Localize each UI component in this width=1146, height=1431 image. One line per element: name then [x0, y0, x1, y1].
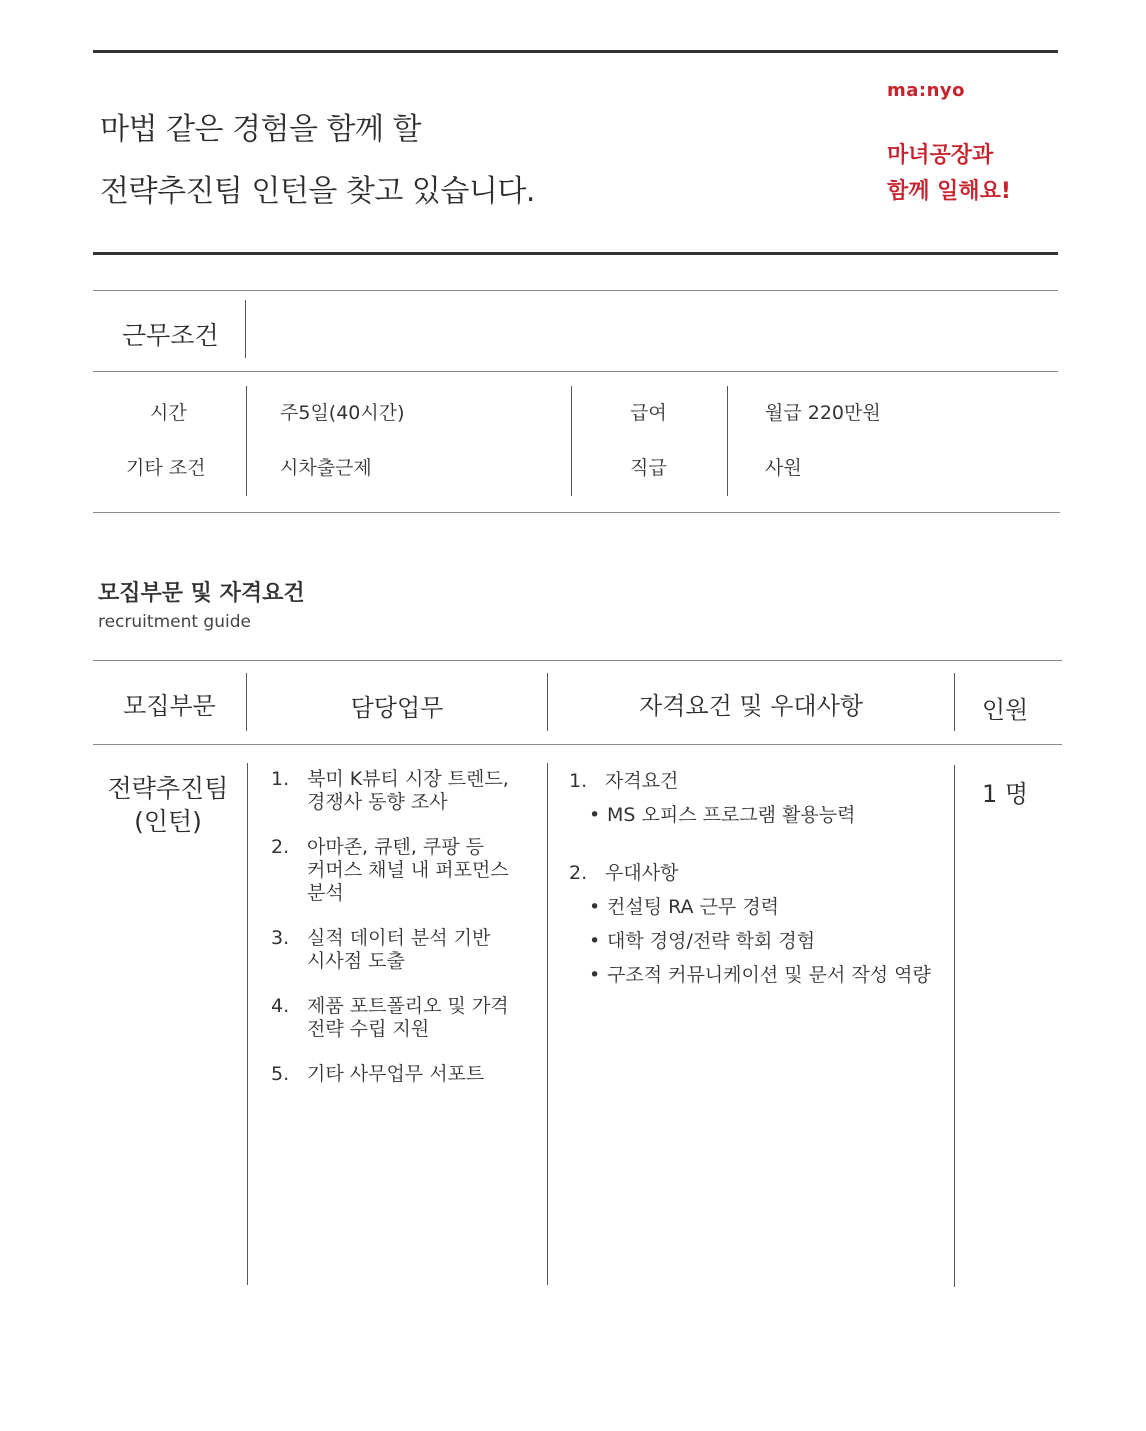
duty-text: 분석	[307, 882, 344, 904]
preferences-heading-text: 우대사항	[605, 862, 679, 884]
conditions-label-divider	[245, 300, 246, 358]
column-header-qualifications: 자격요건 및 우대사항	[639, 692, 863, 720]
condition-value-other: 시차출근제	[280, 457, 372, 479]
top-rule	[93, 50, 1058, 53]
condition-value-position: 사원	[765, 457, 802, 479]
qualifications-heading-text: 자격요건	[605, 770, 679, 792]
column-header-duties: 담당업무	[350, 694, 444, 722]
duty-text: 시사점 도출	[307, 950, 405, 972]
duty-number: 4.	[271, 995, 290, 1017]
duties-list	[271, 768, 541, 1086]
conditions-col-divider-1	[246, 386, 247, 496]
duty-item	[271, 768, 541, 814]
preference-item: • 대학 경영/전략 학회 경험	[569, 929, 949, 953]
duty-number: 5.	[271, 1063, 290, 1085]
conditions-bottom-line	[93, 512, 1060, 513]
preferences-heading	[569, 861, 949, 885]
table-top-line	[93, 660, 1062, 661]
table-header-line	[93, 744, 1062, 745]
duties-cell	[271, 768, 541, 1108]
conditions-top-line	[93, 290, 1058, 291]
condition-label-salary: 급여	[630, 402, 667, 424]
header-divider-1	[246, 673, 247, 731]
duty-text: 실적 데이터 분석 기반	[307, 927, 491, 949]
duty-text: 전략 수립 지원	[307, 1018, 430, 1040]
preference-item: • 컨설팅 RA 근무 경력	[569, 895, 949, 919]
department-cell	[93, 772, 243, 838]
qualifications-block	[569, 769, 949, 827]
preferences-block	[569, 861, 949, 987]
department-type: (인턴)	[134, 807, 202, 836]
conditions-section-label: 근무조건	[122, 321, 219, 350]
brand-slogan-line2: 함께 일해요!	[887, 179, 1011, 204]
duty-text: 경쟁사 동향 조사	[307, 791, 448, 813]
duty-text: 북미 K뷰티 시장 트렌드,	[307, 768, 509, 790]
brand-logo: ma:nyo	[887, 80, 966, 101]
duty-text: 커머스 채널 내 퍼포먼스	[307, 859, 509, 881]
header-divider-2	[547, 673, 548, 731]
headline-line1: 마법 같은 경험을 함께 할	[100, 112, 421, 147]
column-header-department: 모집부문	[123, 692, 216, 720]
recruitment-title: 모집부문 및 자격요건	[98, 581, 305, 606]
duty-item	[271, 995, 541, 1041]
condition-label-position: 직급	[630, 457, 667, 479]
headcount-value: 1 명	[981, 780, 1029, 808]
recruitment-subtitle: recruitment guide	[98, 612, 251, 632]
brand-slogan	[887, 138, 1011, 210]
duty-number: 3.	[271, 927, 290, 949]
conditions-col-divider-2	[571, 386, 572, 496]
condition-label-time: 시간	[150, 402, 187, 424]
duty-number: 2.	[271, 836, 290, 858]
qualifications-list	[569, 803, 949, 827]
body-divider-1	[247, 763, 248, 1285]
qualification-item: • MS 오피스 프로그램 활용능력	[569, 803, 949, 827]
body-divider-2	[547, 763, 548, 1285]
duty-number: 1.	[271, 768, 290, 790]
duty-item	[271, 836, 541, 905]
body-divider-3	[954, 765, 955, 1287]
conditions-header-line	[93, 371, 1058, 372]
preferences-list	[569, 895, 949, 987]
column-header-headcount: 인원	[981, 696, 1029, 724]
duty-item	[271, 927, 541, 973]
brand-slogan-line1: 마녀공장과	[887, 143, 994, 168]
conditions-col-divider-3	[727, 386, 728, 496]
headline-line2: 전략추진팀 인턴을 찾고 있습니다.	[100, 174, 535, 209]
department-name: 전략추진팀	[107, 774, 229, 803]
condition-value-time: 주5일(40시간)	[280, 402, 405, 424]
duty-item	[271, 1063, 541, 1086]
header-bottom-rule	[93, 252, 1058, 255]
qualifications-heading	[569, 769, 949, 793]
duty-text: 기타 사무업무 서포트	[307, 1063, 485, 1085]
qualifications-number: 1.	[569, 770, 588, 792]
header-divider-3	[954, 673, 955, 731]
preferences-number: 2.	[569, 862, 588, 884]
duty-text: 제품 포트폴리오 및 가격	[307, 995, 509, 1017]
condition-label-other: 기타 조건	[126, 457, 206, 479]
duty-text: 아마존, 큐텐, 쿠팡 등	[307, 836, 485, 858]
preference-item: • 구조적 커뮤니케이션 및 문서 작성 역량	[569, 963, 949, 987]
condition-value-salary: 월급 220만원	[765, 402, 881, 424]
